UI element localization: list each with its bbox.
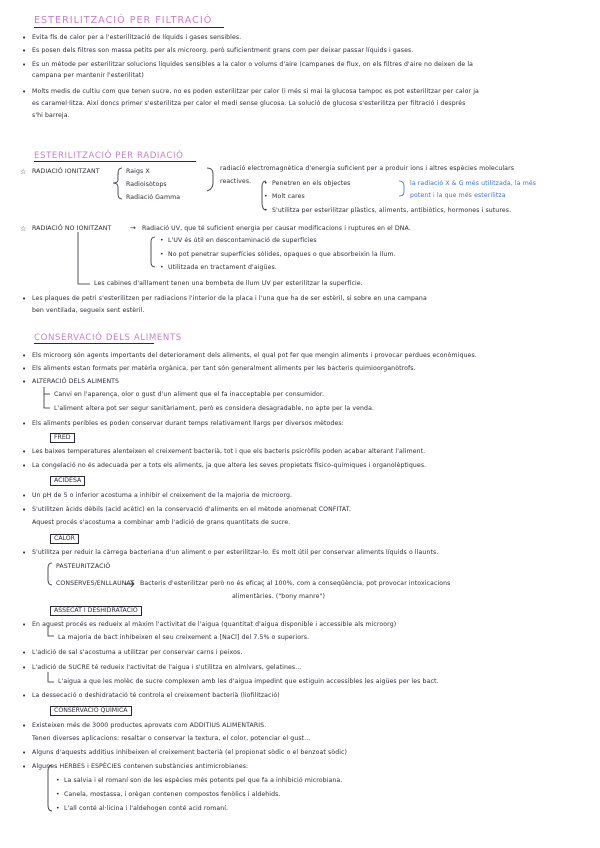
bullet: • bbox=[22, 722, 27, 730]
bullet: • bbox=[22, 34, 27, 42]
bullet: • bbox=[22, 365, 27, 373]
xrays: Raigs X bbox=[126, 168, 150, 175]
nonionizing-radiation-label: RADIACIÓ NO IONITZANT bbox=[32, 225, 112, 232]
bullet: • bbox=[22, 506, 27, 514]
filtration-line-3: Es un mètode per esterilitzar solucions líquides sensibles a la calor o volums d'aire (campanes de flux, on els filtres d'aire no deixen de la bbox=[32, 61, 474, 68]
acidity-line-1: Un pH de 5 o inferior acostuma a inhibir el creixement de la majoria de microorg. bbox=[32, 492, 293, 499]
bullet: • bbox=[22, 462, 27, 470]
gamma-radiation: Radiació Gamma bbox=[126, 194, 181, 201]
arrow-icon: → bbox=[130, 224, 136, 232]
bullet: • bbox=[56, 805, 60, 812]
ionizing-apply-3: S'utilitza per esterilitzar plàstics, aliments, antibiòtics, hormones i sutures. bbox=[272, 207, 512, 214]
uv-point-2: No pot penetrar superfícies sòlides, opaques o que absorbeixin la llum. bbox=[168, 251, 396, 258]
bullet: • bbox=[22, 420, 27, 428]
alteration-heading: ALTERACIÓ DELS ALIMENTS bbox=[32, 378, 120, 385]
drying-line-5: L'aigua a que les molèc de sucre complexen amb les d'aigua impedint que estiguin accessibles les aigües per les bact. bbox=[58, 678, 439, 685]
filtration-line-4b: es caramel·litza. Així doncs primer s'esterilitza per calor el medi sense glucosa. La solució de glucosa s'esterilitza per filtració i després bbox=[32, 100, 466, 107]
heat-box: CALOR bbox=[50, 534, 79, 544]
cold-box: FRED bbox=[50, 433, 75, 443]
canning: CONSERVES/ENLLAUNAT bbox=[56, 580, 135, 587]
blue-note-2: potent i la que més esterilitza bbox=[410, 192, 506, 199]
section-title-filtration: ESTERILITZACIÓ PER FILTRACIÓ bbox=[34, 15, 213, 26]
alteration-point-1: Canvi en l'aparença, olor o gust d'un aliment que el fa inacceptable per consumidor. bbox=[54, 391, 325, 398]
cold-line-2: La congelació no és adecuada per a tots els aliments, ja que altera les seves propietats físico-químiques i organolèptiques. bbox=[32, 462, 427, 469]
bullet: • bbox=[22, 664, 27, 672]
uv-point-1: L'UV és útil en descontaminació de superfícies bbox=[168, 237, 317, 244]
bullet: • bbox=[22, 47, 27, 55]
filtration-line-1: Evita fls de calor per a l'esterilització de líquids i gases sensibles. bbox=[32, 34, 242, 41]
bullet: • bbox=[56, 777, 60, 784]
title-underline bbox=[34, 343, 154, 344]
preservation-line-1: Els microorg són agents importants del deteriorament dels aliments, el qual pot fer que mengin aliments i provocar perdues econòmiques. bbox=[32, 352, 477, 359]
chemical-line-1: Existeixen més de 3000 productes aprovats com ADDITIUS ALIMENTARIS. bbox=[32, 722, 267, 729]
title-underline bbox=[34, 161, 196, 162]
section-title-radiation: ESTERILITZACIÓ PER RADIACIÓ bbox=[34, 151, 184, 161]
preservation-line-3: Els aliments peribles es poden conservar durant temps relativament llargs per diversos mètodes: bbox=[32, 420, 344, 427]
star-icon: ☆ bbox=[20, 168, 27, 176]
uv-point-4: Les cabines d'aïllament tenen una bombeta de llum UV per esterilitzar la superfície. bbox=[94, 280, 363, 287]
title-underline bbox=[34, 27, 224, 28]
drying-line-3: L'adició de sal s'acostuma a utilitzar per conservar carns i peixos. bbox=[32, 649, 243, 656]
drying-line-6: La dessecació o deshidratació té controla el creixement bacterià (liofilització) bbox=[32, 692, 280, 699]
filtration-line-2: Es posen dels filtres son massa petits per als microorg. però suficientment grans com per deixar passar líquids i gases. bbox=[32, 47, 414, 54]
section-title-preservation: CONSERVACIÓ DELS ALIMENTS bbox=[34, 333, 182, 343]
blue-note-1: la radiació X & G més utilitzada, la més bbox=[410, 180, 537, 187]
filtration-line-4c: s'hi barreja. bbox=[32, 112, 70, 119]
drying-line-1: En aquest procés es redueix al màxim l'activitat de l'aigua (quantitat d'aigua disponible i accessible als microorg) bbox=[32, 621, 397, 628]
heat-line-1: S'utilitza per reduir la càrrega bacteriana d'un aliment o per esterilitzar-lo. Es molt útil per conservar aliments líquids o llaunts. bbox=[32, 549, 439, 556]
bullet: • bbox=[264, 207, 268, 214]
preservation-line-2: Els aliments estan formats per matèria orgànica, per tant són generalment aliments per les bacteris quimioorganòtrofs. bbox=[32, 365, 416, 372]
chemical-line-4: Algunes HERBES i ESPÈCIES contenen substàncies antimicrobianes: bbox=[32, 763, 249, 770]
bullet: • bbox=[22, 295, 27, 303]
bullet: • bbox=[22, 61, 27, 69]
petri-line-1: Les plaques de petri s'esterilitzen per radiacions l'interior de la placa i l'una que ha de ser estèril, si sobre en una campana bbox=[32, 295, 427, 302]
ionizing-apply-2: Molt cares bbox=[272, 193, 305, 200]
bullet: • bbox=[160, 237, 164, 244]
acidity-line-3: Aquest procés s'acostuma a combinar amb l'adició de grans quantitats de sucre. bbox=[32, 519, 291, 526]
spice-line-3: L'all conté al·licina i l'aldehogen conté acid romaní. bbox=[64, 805, 229, 812]
bullet: • bbox=[160, 264, 164, 271]
bullet: • bbox=[22, 448, 27, 456]
bullet: • bbox=[22, 549, 27, 557]
pasteurization: PASTEURITZACIÓ bbox=[56, 563, 111, 570]
bullet: • bbox=[22, 763, 27, 771]
chemical-line-3: Alguns d'aquests additius inhibeixen el creixement bacterià (el propionat sòdic o el benzoat sòdic) bbox=[32, 749, 348, 756]
ionizing-apply-1: Penetren en els objectes bbox=[272, 180, 351, 187]
ionizing-radiation-label: RADIACIÓ IONITZANT bbox=[32, 168, 100, 175]
bullet: • bbox=[160, 251, 164, 258]
bullet: • bbox=[22, 692, 27, 700]
bullet: • bbox=[22, 352, 27, 360]
uv-point-3: Utilitzada en tractament d'aigües. bbox=[168, 264, 277, 271]
spice-line-2: Canela, mostassa, i orègan contenen compostos fenòlics i aldehids. bbox=[64, 791, 281, 798]
canning-note-2: alimentàries. ("bony manre") bbox=[232, 593, 325, 600]
drying-line-4: L'adició de SUCRE té redueix l'activitat de l'aigua i s'utilitza en almívars, gelatines... bbox=[32, 664, 302, 671]
spice-line-1: La salvia i el romaní son de les espècies més potents pel que fa a inhibició microbiana. bbox=[64, 777, 343, 784]
canning-note-1: Bacteris d'esterilitzar però no és eficaç al 100%, com a conseqüència, pot provocar intoxicacions bbox=[140, 580, 451, 587]
bullet: • bbox=[22, 749, 27, 757]
ionizing-description: radiació electromagnètica d'energia suficient per a produir ions i altres espècies moleculars bbox=[220, 165, 515, 172]
acidity-line-2: S'utilitzen àcids dèbils (acid acètic) en la conservació d'aliments en el mètode anomenat CONFITAT. bbox=[32, 506, 351, 513]
bullet: • bbox=[264, 180, 268, 187]
bullet: • bbox=[22, 378, 27, 386]
reactives-label: reactives. bbox=[220, 178, 252, 185]
uv-description: Radiació UV, que té suficient energia per causar modificacions i ruptures en el DNA. bbox=[142, 225, 411, 232]
bullet: • bbox=[22, 649, 27, 657]
acidity-box: ACIDESA bbox=[50, 476, 85, 486]
bullet: • bbox=[56, 791, 60, 798]
chemical-line-2: Tenen diverses aplicacions: resaltar o conservar la textura, el color, potenciar el gust... bbox=[32, 735, 311, 742]
bullet: • bbox=[22, 88, 27, 96]
petri-line-2: ben ventilada, segueix sent estèril. bbox=[32, 307, 145, 314]
radioisotopes: Radioisòtops bbox=[126, 181, 167, 188]
bullet: • bbox=[22, 621, 27, 629]
filtration-line-3b: campana per mantenir l'esterilitat) bbox=[32, 72, 144, 79]
drying-line-2: La majoria de bact inhibeixen el seu creixement a [NaCl] del 7.5% o superiors. bbox=[58, 634, 310, 641]
bullet: • bbox=[22, 492, 27, 500]
cold-line-1: Les baixes temperatures alenteixen el creixement bacterià, tot i que els bacteris psicròfils poden acabar alterant l'aliment. bbox=[32, 448, 426, 455]
filtration-line-4: Molts medis de cultiu com que tenen sucre, no es poden esterilitzar per calor (i més si mai la glucosa tampoc es pot esterilitzar per calor ja bbox=[32, 88, 479, 95]
bullet: • bbox=[264, 193, 268, 200]
alteration-point-2: L'aliment altera pot ser segur sanitàriament, però es considera desagradable, no apte per la venda. bbox=[54, 405, 375, 412]
chemical-box: CONSERVACIÓ QUÍMICA bbox=[50, 706, 132, 716]
star-icon: ☆ bbox=[20, 225, 27, 233]
drying-box: ASSECAT I DESHIDRATACIÓ bbox=[50, 606, 142, 616]
